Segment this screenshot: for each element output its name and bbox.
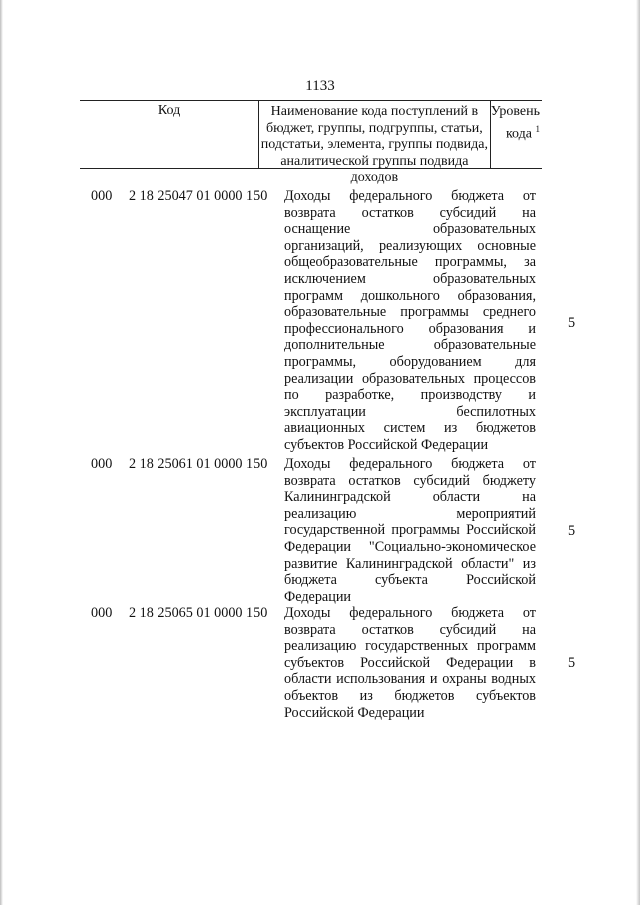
header-name-line: бюджет, группы, подгруппы, статьи, bbox=[266, 120, 483, 136]
scan-edge-right bbox=[636, 0, 640, 905]
revenue-description bbox=[284, 456, 536, 605]
description-line: бюджета субъекта Российской bbox=[284, 572, 536, 589]
description-line: реализации образовательных процессов bbox=[284, 370, 536, 387]
description-line: Доходы федерального бюджета от bbox=[284, 188, 536, 204]
description-line: оснащение образовательных bbox=[284, 221, 536, 238]
description-line: субъектов Российской Федерации bbox=[284, 436, 489, 453]
scan-edge-left bbox=[0, 0, 3, 905]
page-number: 1133 bbox=[305, 78, 335, 94]
header-name bbox=[259, 101, 491, 185]
description-line: Федерации "Социально-экономическое bbox=[284, 538, 536, 555]
description-line: авиационных систем из бюджетов bbox=[284, 420, 536, 437]
code-level: 5 bbox=[568, 655, 576, 671]
description-line: профессионального образования и bbox=[284, 320, 536, 337]
description-line: возврата остатков субсидий бюджету bbox=[284, 472, 536, 489]
header-level-line: Уровень bbox=[490, 104, 540, 119]
description-line: государственной программы Российской bbox=[284, 522, 536, 539]
description-line: реализацию государственных программ bbox=[284, 638, 536, 655]
description-line: Доходы федерального бюджета от bbox=[284, 456, 536, 472]
header-level bbox=[491, 101, 542, 168]
description-line: возврата остатков субсидий на bbox=[284, 204, 536, 221]
description-line: программы, оборудованием для bbox=[284, 353, 536, 370]
admin-code: 000 bbox=[91, 188, 113, 204]
description-line: программ дошкольного образования, bbox=[284, 287, 536, 304]
description-line: Федерации bbox=[284, 588, 352, 605]
description-line: реализацию мероприятий bbox=[284, 505, 536, 522]
header-name-line: аналитической группы подвида доходов bbox=[280, 153, 469, 185]
description-line: эксплуатации беспилотных bbox=[284, 403, 536, 420]
description-line: Калининградской области на bbox=[284, 489, 536, 506]
description-line: Доходы федерального бюджета от bbox=[284, 605, 536, 621]
description-line: дополнительные образовательные bbox=[284, 337, 536, 354]
header-level-line bbox=[491, 121, 540, 143]
description-line: организаций, реализующих основные bbox=[284, 237, 536, 254]
footnote-marker: 1 bbox=[535, 123, 540, 134]
description-line: общеобразовательные программы, за bbox=[284, 254, 536, 271]
description-line: области использования и охраны водных bbox=[284, 671, 536, 688]
description-line: исключением образовательных bbox=[284, 270, 536, 287]
header-level-word: кода bbox=[505, 126, 532, 142]
code-level: 5 bbox=[568, 523, 576, 539]
header-name-line: Наименование кода поступлений в bbox=[270, 104, 479, 119]
table-header bbox=[80, 100, 542, 185]
revenue-code: 2 18 25065 01 0000 150 bbox=[129, 605, 268, 621]
header-name-line: подстатьи, элемента, группы подвида, bbox=[260, 137, 488, 152]
description-line: Российской Федерации bbox=[284, 704, 425, 721]
admin-code: 000 bbox=[91, 605, 113, 621]
revenue-description bbox=[284, 605, 536, 721]
description-line: субъектов Российской Федерации в bbox=[284, 654, 536, 671]
description-line: развитие Калининградской области" из bbox=[284, 555, 536, 572]
header-code: Код bbox=[80, 101, 259, 168]
admin-code: 000 bbox=[91, 456, 113, 472]
description-line: возврата остатков субсидий на bbox=[284, 621, 536, 638]
description-line: объектов из бюджетов субъектов bbox=[284, 687, 536, 704]
revenue-code: 2 18 25061 01 0000 150 bbox=[129, 456, 268, 472]
description-line: по разработке, производству и bbox=[284, 387, 536, 404]
description-line: образовательные программы среднего bbox=[284, 304, 536, 321]
revenue-code: 2 18 25047 01 0000 150 bbox=[129, 188, 268, 204]
code-level: 5 bbox=[568, 315, 576, 331]
revenue-description bbox=[284, 188, 536, 454]
